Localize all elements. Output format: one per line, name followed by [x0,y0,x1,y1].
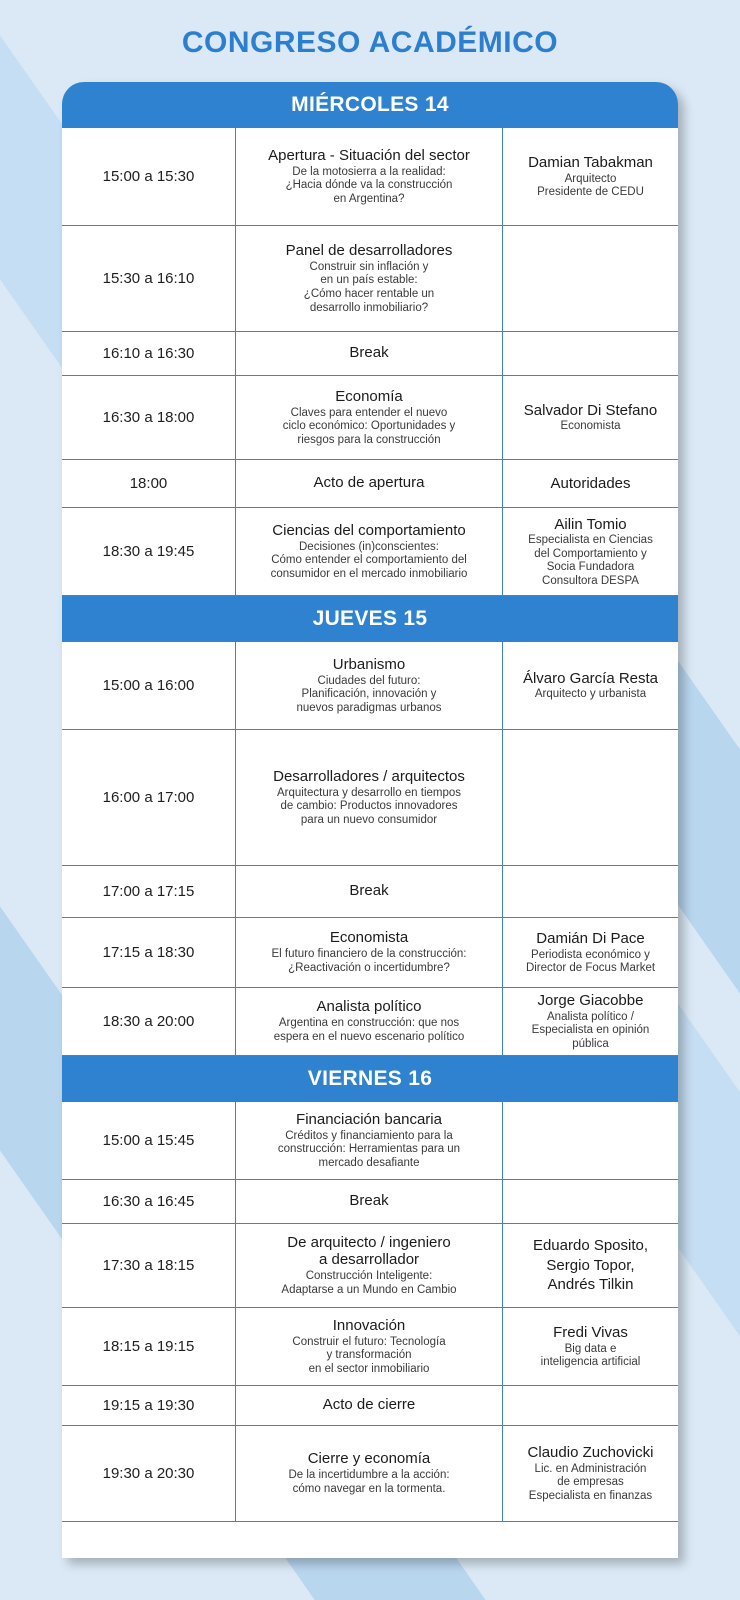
session-title: Panel de desarrolladores [285,241,453,259]
speaker-cell [503,730,678,865]
speaker-role: Economista [560,420,621,433]
session-time: 19:15 a 19:30 [62,1386,236,1425]
schedule-row [62,226,678,332]
speaker-cell [503,918,678,987]
speaker-name: Damian Tabakman [528,154,653,172]
speaker-role: Analista político / Especialista en opinión pública [531,1010,650,1051]
speaker-cell [503,226,678,331]
schedule-row [62,918,678,988]
session-time: 18:00 [62,460,236,507]
speaker-cell [503,1224,678,1307]
session-description: Construir sin inflación y en un país estable: ¿Cómo hacer rentable un desarrollo inmobiliario? [303,260,435,314]
speaker-cell [503,128,678,225]
speaker-name: Ailin Tomio [554,515,627,533]
session-topic-cell [236,866,503,917]
speaker-name: Fredi Vivas [553,1324,628,1342]
speaker-name: Álvaro García Resta [522,669,659,687]
schedule-row [62,866,678,918]
day-header: JUEVES 15 [62,596,678,642]
session-time: 17:00 a 17:15 [62,866,236,917]
speaker-cell [503,1180,678,1223]
session-title: Economía [335,387,403,405]
speaker-role: Arquitecto y urbanista [534,688,647,701]
session-description: Construir el futuro: Tecnología y transformación en el sector inmobiliario [292,1335,446,1375]
session-description: Argentina en construcción: que nos espera en el nuevo escenario político [273,1017,465,1043]
session-description: El futuro financiero de la construcción: ¿Reactivación o incertidumbre? [271,948,467,974]
session-time: 15:00 a 16:00 [62,642,236,729]
session-topic-cell [236,1426,503,1521]
speaker-cell [503,642,678,729]
session-time: 16:30 a 18:00 [62,376,236,459]
speaker-name: Damián Di Pace [536,930,645,948]
speaker-name: Jorge Giacobbe [537,992,644,1010]
day-header: VIERNES 16 [62,1056,678,1102]
session-time: 18:30 a 20:00 [62,988,236,1055]
session-topic-cell [236,460,503,507]
schedule-card [62,82,678,1558]
speaker-cell [503,332,678,375]
speaker-role: Big data e inteligencia artificial [540,1342,641,1369]
session-title: De arquitecto / ingeniero a desarrollador [287,1233,451,1268]
speaker-name: Autoridades [550,474,631,492]
day-header: MIÉRCOLES 14 [62,82,678,128]
session-topic-cell [236,918,503,987]
speaker-cell [503,1308,678,1385]
speaker-cell [503,376,678,459]
session-title: Acto de apertura [313,474,425,491]
schedule-row [62,460,678,508]
session-time: 15:00 a 15:30 [62,128,236,225]
session-description: Construcción Inteligente: Adaptarse a un Mundo en Cambio [281,1269,457,1296]
session-description: Créditos y financiamiento para la construcción: Herramientas para un mercado desafiante [277,1129,461,1169]
speaker-role: Arquitecto Presidente de CEDU [537,172,644,199]
schedule-row [62,1426,678,1522]
session-description: Decisiones (in)conscientes: Cómo entender el comportamiento del consumidor en el mercado inmobiliario [270,540,468,580]
schedule-row [62,730,678,866]
session-time: 18:15 a 19:15 [62,1308,236,1385]
session-description: Ciudades del futuro: Planificación, innovación y nuevos paradigmas urbanos [296,674,442,714]
schedule-row [62,642,678,730]
session-topic-cell [236,226,503,331]
speaker-cell [503,866,678,917]
session-description: Arquitectura y desarrollo en tiempos de cambio: Productos innovadores para un nuevo consumidor [276,786,462,826]
schedule-row [62,1224,678,1308]
session-topic-cell [236,508,503,595]
session-topic-cell [236,988,503,1055]
speaker-role: Periodista económico y Director de Focus Market [525,948,656,975]
speaker-cell [503,508,678,595]
speaker-cell [503,460,678,507]
speaker-cell [503,1426,678,1521]
session-title: Acto de cierre [322,1396,416,1413]
session-topic-cell [236,1224,503,1307]
schedule-row [62,1308,678,1386]
session-topic-cell [236,376,503,459]
session-title: Urbanismo [332,655,406,673]
session-title: Ciencias del comportamiento [272,521,466,539]
session-time: 15:00 a 15:45 [62,1102,236,1179]
speaker-role: Especialista en Ciencias del Comportamiento y Socia Fundadora Consultora DESPA [528,534,653,587]
session-time: 16:00 a 17:00 [62,730,236,865]
speaker-cell [503,1102,678,1179]
page-title: CONGRESO ACADÉMICO [181,26,559,59]
schedule-row [62,376,678,460]
session-topic-cell [236,1102,503,1179]
session-title: Financiación bancaria [296,1110,442,1128]
session-title: Analista político [316,998,422,1016]
session-topic-cell [236,332,503,375]
speaker-name: Claudio Zuchovicki [527,1444,654,1462]
schedule-row [62,332,678,376]
speaker-cell [503,988,678,1055]
session-time: 16:30 a 16:45 [62,1180,236,1223]
speaker-cell [503,1386,678,1425]
session-topic-cell [236,730,503,865]
schedule-row [62,128,678,226]
session-description: De la incertidumbre a la acción: cómo navegar en la tormenta. [288,1469,450,1495]
session-topic-cell [236,1308,503,1385]
speaker-name: Salvador Di Stefano [523,401,658,419]
schedule-row [62,988,678,1056]
session-title: Break [349,882,389,899]
schedule-row [62,1386,678,1426]
speaker-role: Lic. en Administración de empresas Especialista en finanzas [528,1462,653,1503]
session-title: Cierre y economía [307,1450,431,1468]
session-time: 17:15 a 18:30 [62,918,236,987]
session-time: 19:30 a 20:30 [62,1426,236,1521]
session-title: Apertura - Situación del sector [268,146,470,164]
session-topic-cell [236,1180,503,1223]
session-time: 16:10 a 16:30 [62,332,236,375]
session-title: Economista [329,929,409,947]
session-topic-cell [236,1386,503,1425]
session-description: Claves para entender el nuevo ciclo económico: Oportunidades y riesgos para la construcción [282,406,456,446]
session-time: 17:30 a 18:15 [62,1224,236,1307]
schedule-row [62,1102,678,1180]
speaker-name: Eduardo Sposito, Sergio Topor, Andrés Tilkin [532,1237,649,1294]
session-title: Innovación [332,1316,406,1334]
session-time: 18:30 a 19:45 [62,508,236,595]
schedule-row [62,508,678,596]
session-description: De la motosierra a la realidad: ¿Hacia dónde va la construcción en Argentina? [285,165,453,205]
session-topic-cell [236,642,503,729]
session-title: Break [349,344,389,361]
session-title: Desarrolladores / arquitectos [273,767,465,785]
schedule-row [62,1180,678,1224]
session-title: Break [349,1192,389,1209]
session-topic-cell [236,128,503,225]
session-time: 15:30 a 16:10 [62,226,236,331]
